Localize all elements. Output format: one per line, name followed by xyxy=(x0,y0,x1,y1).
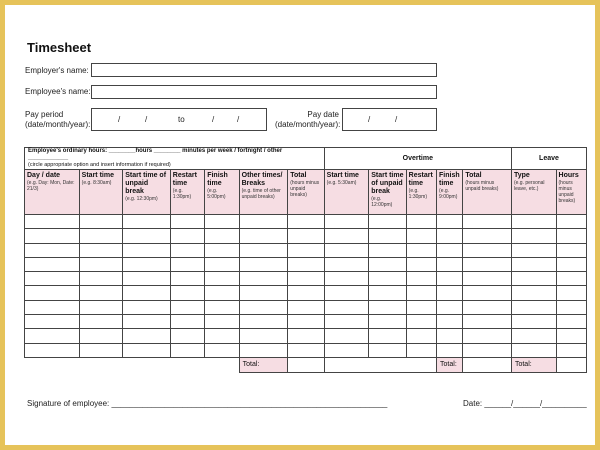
table-cell[interactable] xyxy=(406,300,436,314)
col-ot-restart-time: Restart time (e.g. 1:30pm) xyxy=(406,170,436,215)
table-cell[interactable] xyxy=(205,215,239,229)
table-cell[interactable] xyxy=(324,329,369,343)
employee-label: Employee's name: xyxy=(25,87,91,96)
table-cell[interactable] xyxy=(288,286,324,300)
table-cell[interactable] xyxy=(170,215,204,229)
table-cell[interactable] xyxy=(239,229,288,243)
date-line[interactable]: Date: ______/______/__________ xyxy=(463,399,587,408)
table-cell[interactable] xyxy=(406,257,436,271)
overtime-header: Overtime xyxy=(324,148,511,170)
table-cell[interactable] xyxy=(369,286,406,300)
pay-period-slash-4: / xyxy=(237,115,240,124)
table-cell[interactable] xyxy=(511,286,556,300)
table-cell[interactable] xyxy=(324,315,369,329)
total-ordinary-cell[interactable] xyxy=(288,357,324,372)
table-cell[interactable] xyxy=(463,215,512,229)
col-other-breaks: Other times/ Breaks (e.g. time of other unpaid breaks) xyxy=(239,170,288,215)
table-cell[interactable] xyxy=(239,272,288,286)
table-cell[interactable] xyxy=(205,300,239,314)
table-cell[interactable] xyxy=(79,215,123,229)
table-cell[interactable] xyxy=(205,257,239,271)
table-cell[interactable] xyxy=(511,343,556,357)
col-leave-type: Type (e.g. personal leave, etc.) xyxy=(511,170,556,215)
col-day-date: Day / date (e.g. Day: Mon, Date: 21/3) xyxy=(25,170,80,215)
total-leave-cell[interactable] xyxy=(556,357,586,372)
table-cell[interactable] xyxy=(369,343,406,357)
table-cell[interactable] xyxy=(556,315,586,329)
table-cell[interactable] xyxy=(25,329,80,343)
pay-period-to: to xyxy=(178,115,185,124)
employer-name-field[interactable] xyxy=(91,63,437,77)
table-cell[interactable] xyxy=(556,215,586,229)
table-cell[interactable] xyxy=(406,243,436,257)
table-row xyxy=(25,300,587,314)
table-cell[interactable] xyxy=(288,315,324,329)
table-cell[interactable] xyxy=(239,243,288,257)
table-cell[interactable] xyxy=(205,329,239,343)
table-cell[interactable] xyxy=(406,315,436,329)
table-cell[interactable] xyxy=(25,243,80,257)
total-label-leave: Total: xyxy=(511,357,556,372)
table-cell[interactable] xyxy=(239,300,288,314)
table-cell[interactable] xyxy=(123,257,171,271)
table-cell[interactable] xyxy=(511,229,556,243)
table-row xyxy=(25,257,587,271)
col-start-time: Start time (e.g. 8:30am) xyxy=(79,170,123,215)
table-cell[interactable] xyxy=(437,315,463,329)
table-cell[interactable] xyxy=(79,229,123,243)
table-cell[interactable] xyxy=(556,343,586,357)
table-cell[interactable] xyxy=(79,257,123,271)
table-cell[interactable] xyxy=(463,272,512,286)
employer-label: Employer's name: xyxy=(25,66,89,75)
table-cell[interactable] xyxy=(324,343,369,357)
table-cell[interactable] xyxy=(288,272,324,286)
table-cell[interactable] xyxy=(324,229,369,243)
col-total: Total (hours minus unpaid breaks) xyxy=(288,170,324,215)
pay-date-label: Pay date (date/month/year): xyxy=(275,110,341,129)
table-cell[interactable] xyxy=(79,343,123,357)
table-cell[interactable] xyxy=(324,272,369,286)
table-cell[interactable] xyxy=(79,300,123,314)
timesheet-table xyxy=(24,147,587,373)
col-unpaid-break: Start time of unpaid break (e.g. 12:30pm) xyxy=(123,170,171,215)
table-cell[interactable] xyxy=(123,272,171,286)
table-cell[interactable] xyxy=(463,229,512,243)
pay-period-slash-3: / xyxy=(212,115,215,124)
table-cell[interactable] xyxy=(205,229,239,243)
table-cell[interactable] xyxy=(25,300,80,314)
table-cell[interactable] xyxy=(369,329,406,343)
table-cell[interactable] xyxy=(25,257,80,271)
table-cell[interactable] xyxy=(556,243,586,257)
table-cell[interactable] xyxy=(123,229,171,243)
table-row xyxy=(25,243,587,257)
table-row xyxy=(25,229,587,243)
table-row xyxy=(25,343,587,357)
table-row xyxy=(25,329,587,343)
ordinary-hours-cell: Employee's ordinary hours: ________hours ________ minutes per week / fortnight / other ____________ (circle appropriate option and insert information if required) xyxy=(25,148,325,170)
table-cell[interactable] xyxy=(437,329,463,343)
table-cell[interactable] xyxy=(123,300,171,314)
table-cell[interactable] xyxy=(437,272,463,286)
table-cell[interactable] xyxy=(437,343,463,357)
table-cell[interactable] xyxy=(324,300,369,314)
table-cell[interactable] xyxy=(170,315,204,329)
table-cell[interactable] xyxy=(406,286,436,300)
table-cell[interactable] xyxy=(511,272,556,286)
table-cell[interactable] xyxy=(239,286,288,300)
table-cell[interactable] xyxy=(288,257,324,271)
table-cell[interactable] xyxy=(25,229,80,243)
table-cell[interactable] xyxy=(369,229,406,243)
page-title: Timesheet xyxy=(27,40,92,55)
table-cell[interactable] xyxy=(463,300,512,314)
table-cell[interactable] xyxy=(437,257,463,271)
table-cell[interactable] xyxy=(239,329,288,343)
pay-date-slash-2: / xyxy=(395,115,398,124)
section-header-row xyxy=(25,148,587,170)
table-row xyxy=(25,215,587,229)
table-cell[interactable] xyxy=(205,243,239,257)
table-cell[interactable] xyxy=(463,257,512,271)
total-label-ordinary: Total: xyxy=(239,357,288,372)
table-cell[interactable] xyxy=(406,343,436,357)
pay-date-field[interactable] xyxy=(342,108,437,131)
col-leave-hours: Hours (hours minus unpaid breaks) xyxy=(556,170,586,215)
table-cell[interactable] xyxy=(123,315,171,329)
table-cell[interactable] xyxy=(437,215,463,229)
table-cell[interactable] xyxy=(170,243,204,257)
table-cell[interactable] xyxy=(123,329,171,343)
table-row xyxy=(25,286,587,300)
col-ot-total: Total (hours minus unpaid breaks) xyxy=(463,170,512,215)
signature-line[interactable]: Signature of employee: ______________________________________________________________ xyxy=(27,399,388,408)
table-cell[interactable] xyxy=(288,243,324,257)
table-cell[interactable] xyxy=(170,329,204,343)
table-cell[interactable] xyxy=(170,272,204,286)
table-cell[interactable] xyxy=(463,343,512,357)
table-cell[interactable] xyxy=(324,243,369,257)
table-cell[interactable] xyxy=(556,257,586,271)
table-cell[interactable] xyxy=(205,272,239,286)
table-cell[interactable] xyxy=(123,286,171,300)
table-cell[interactable] xyxy=(79,315,123,329)
table-cell[interactable] xyxy=(406,272,436,286)
table-cell[interactable] xyxy=(511,315,556,329)
table-cell[interactable] xyxy=(239,343,288,357)
employee-name-field[interactable] xyxy=(91,85,437,99)
table-cell[interactable] xyxy=(556,229,586,243)
table-cell[interactable] xyxy=(511,329,556,343)
totals-row xyxy=(25,357,587,372)
table-cell[interactable] xyxy=(556,286,586,300)
timesheet-page xyxy=(5,5,595,445)
table-cell[interactable] xyxy=(170,286,204,300)
table-cell[interactable] xyxy=(205,315,239,329)
pay-period-slash-2: / xyxy=(145,115,148,124)
table-cell[interactable] xyxy=(556,329,586,343)
table-cell[interactable] xyxy=(239,315,288,329)
table-cell[interactable] xyxy=(437,243,463,257)
table-cell[interactable] xyxy=(406,215,436,229)
col-ot-start-time: Start time (e.g. 5:30am) xyxy=(324,170,369,215)
table-row xyxy=(25,315,587,329)
table-cell[interactable] xyxy=(463,315,512,329)
table-cell[interactable] xyxy=(288,215,324,229)
table-cell[interactable] xyxy=(324,215,369,229)
col-finish-time: Finish time (e.g. 5:00pm) xyxy=(205,170,239,215)
table-cell[interactable] xyxy=(25,272,80,286)
table-cell[interactable] xyxy=(511,300,556,314)
table-cell[interactable] xyxy=(369,272,406,286)
table-cell[interactable] xyxy=(79,286,123,300)
table-cell[interactable] xyxy=(463,286,512,300)
table-cell[interactable] xyxy=(205,286,239,300)
table-cell[interactable] xyxy=(205,343,239,357)
table-cell[interactable] xyxy=(369,315,406,329)
table-cell[interactable] xyxy=(369,257,406,271)
table-cell[interactable] xyxy=(437,300,463,314)
table-cell[interactable] xyxy=(25,286,80,300)
table-cell[interactable] xyxy=(369,300,406,314)
table-cell[interactable] xyxy=(123,243,171,257)
total-label-overtime: Total: xyxy=(437,357,463,372)
col-ot-finish-time: Finish time (e.g. 9:00pm) xyxy=(437,170,463,215)
table-cell[interactable] xyxy=(463,243,512,257)
column-header-row xyxy=(25,170,587,215)
table-cell[interactable] xyxy=(239,215,288,229)
col-restart-time: Restart time (e.g. 1:30pm) xyxy=(170,170,204,215)
table-cell[interactable] xyxy=(170,300,204,314)
table-cell[interactable] xyxy=(369,243,406,257)
table-row xyxy=(25,272,587,286)
table-cell[interactable] xyxy=(324,257,369,271)
table-cell[interactable] xyxy=(288,329,324,343)
table-cell[interactable] xyxy=(123,343,171,357)
table-cell[interactable] xyxy=(324,286,369,300)
table-cell[interactable] xyxy=(170,229,204,243)
leave-header: Leave xyxy=(511,148,586,170)
table-cell[interactable] xyxy=(288,343,324,357)
table-cell[interactable] xyxy=(79,329,123,343)
table-cell[interactable] xyxy=(288,300,324,314)
table-cell[interactable] xyxy=(406,329,436,343)
table-cell[interactable] xyxy=(511,243,556,257)
table-cell[interactable] xyxy=(556,300,586,314)
table-cell[interactable] xyxy=(556,272,586,286)
table-cell[interactable] xyxy=(170,257,204,271)
table-cell[interactable] xyxy=(79,243,123,257)
col-ot-unpaid-break: Start time of unpaid break (e.g. 12:00pm) xyxy=(369,170,406,215)
table-cell[interactable] xyxy=(170,343,204,357)
table-cell[interactable] xyxy=(288,229,324,243)
table-cell[interactable] xyxy=(463,329,512,343)
pay-date-slash-1: / xyxy=(368,115,371,124)
table-cell[interactable] xyxy=(25,315,80,329)
table-cell[interactable] xyxy=(511,215,556,229)
table-cell[interactable] xyxy=(25,215,80,229)
total-overtime-cell[interactable] xyxy=(463,357,512,372)
table-cell[interactable] xyxy=(369,215,406,229)
table-cell[interactable] xyxy=(123,215,171,229)
table-cell[interactable] xyxy=(511,257,556,271)
table-cell[interactable] xyxy=(437,286,463,300)
table-cell[interactable] xyxy=(79,272,123,286)
pay-period-label: Pay period (date/month/year): xyxy=(25,110,91,129)
table-cell[interactable] xyxy=(239,257,288,271)
table-cell[interactable] xyxy=(25,343,80,357)
pay-period-slash-1: / xyxy=(118,115,121,124)
table-cell[interactable] xyxy=(437,229,463,243)
table-cell[interactable] xyxy=(406,229,436,243)
